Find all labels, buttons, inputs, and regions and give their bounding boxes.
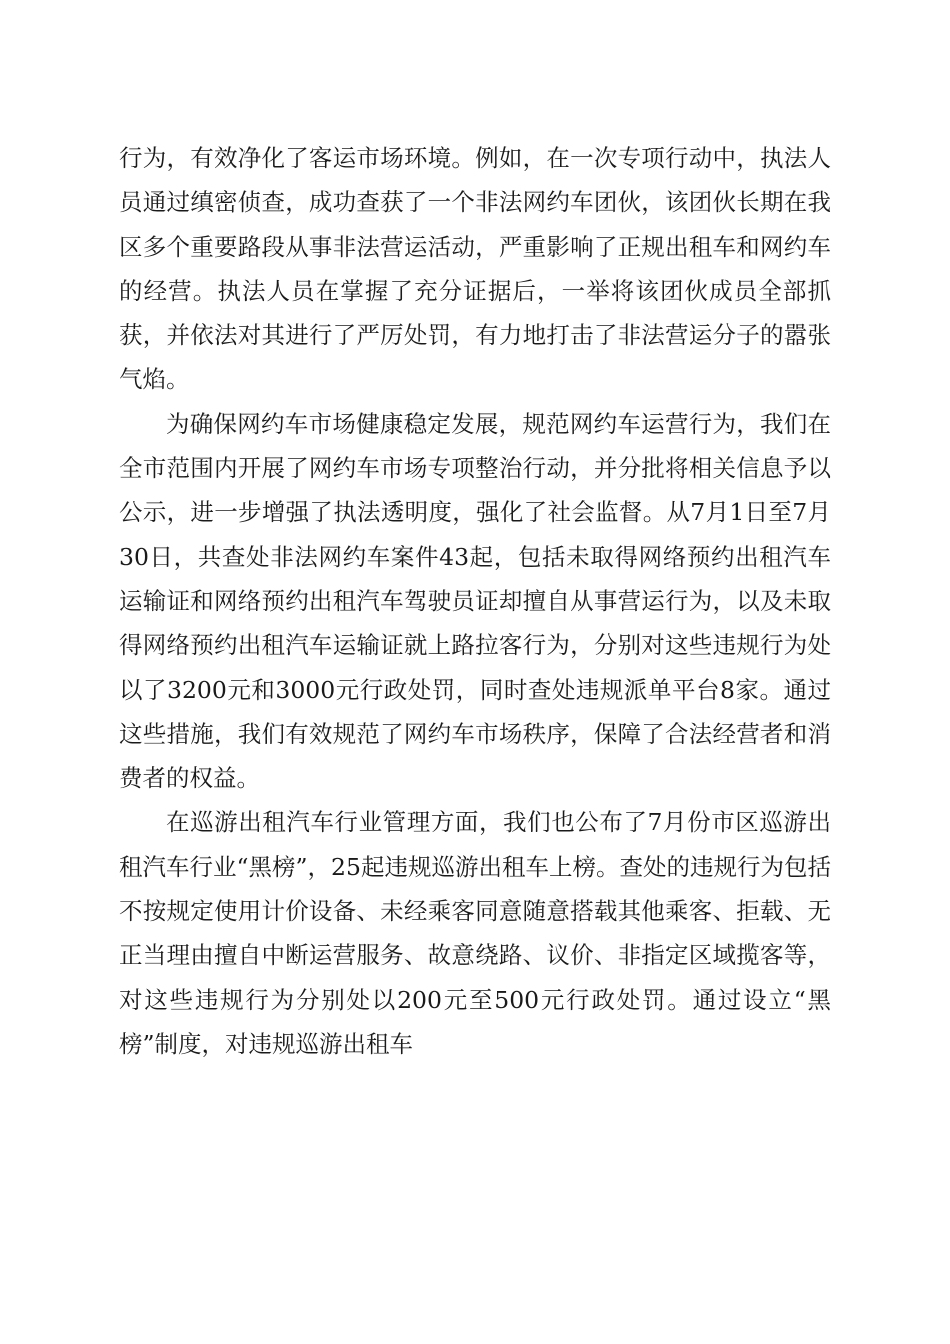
document-body xyxy=(119,136,831,1066)
paragraph-3: 在巡游出租汽车行业管理方面，我们也公布了7月份市区巡游出租汽车行业“黑榜”，25起违规巡游出租车上榜。查处的违规行为包括不按规定使用计价设备、未经乘客同意随意搭载其他乘客、拒载、无正当理由擅自中断运营服务、故意绕路、议价、非指定区域揽客等，对这些违规行为分别处以200元至500元行政处罚。通过设立“黑榜”制度，对违规巡游出租车 xyxy=(119,808,831,1058)
paragraph-2: 为确保网约车市场健康稳定发展，规范网约车运营行为，我们在全市范围内开展了网约车市场专项整治行动，并分批将相关信息予以公示，进一步增强了执法透明度，强化了社会监督。从7月1日至7月30日，共查处非法网约车案件43起，包括未取得网络预约出租汽车运输证和网络预约出租汽车驾驶员证却擅自从事营运行为，以及未取得网络预约出租汽车运输证就上路拉客行为，分别对这些违规行为处以了3200元和3000元行政处罚，同时查处违规派单平台8家。通过这些措施，我们有效规范了网约车市场秩序，保障了合法经营者和消费者的权益。 xyxy=(119,409,831,793)
paragraph-1: 行为，有效净化了客运市场环境。例如，在一次专项行动中，执法人员通过缜密侦查，成功查获了一个非法网约车团伙，该团伙长期在我区多个重要路段从事非法营运活动，严重影响了正规出租车和网约车的经营。执法人员在掌握了充分证据后，一举将该团伙成员全部抓获，并依法对其进行了严厉处罚，有力地打击了非法营运分子的嚣张气焰。 xyxy=(119,144,831,394)
